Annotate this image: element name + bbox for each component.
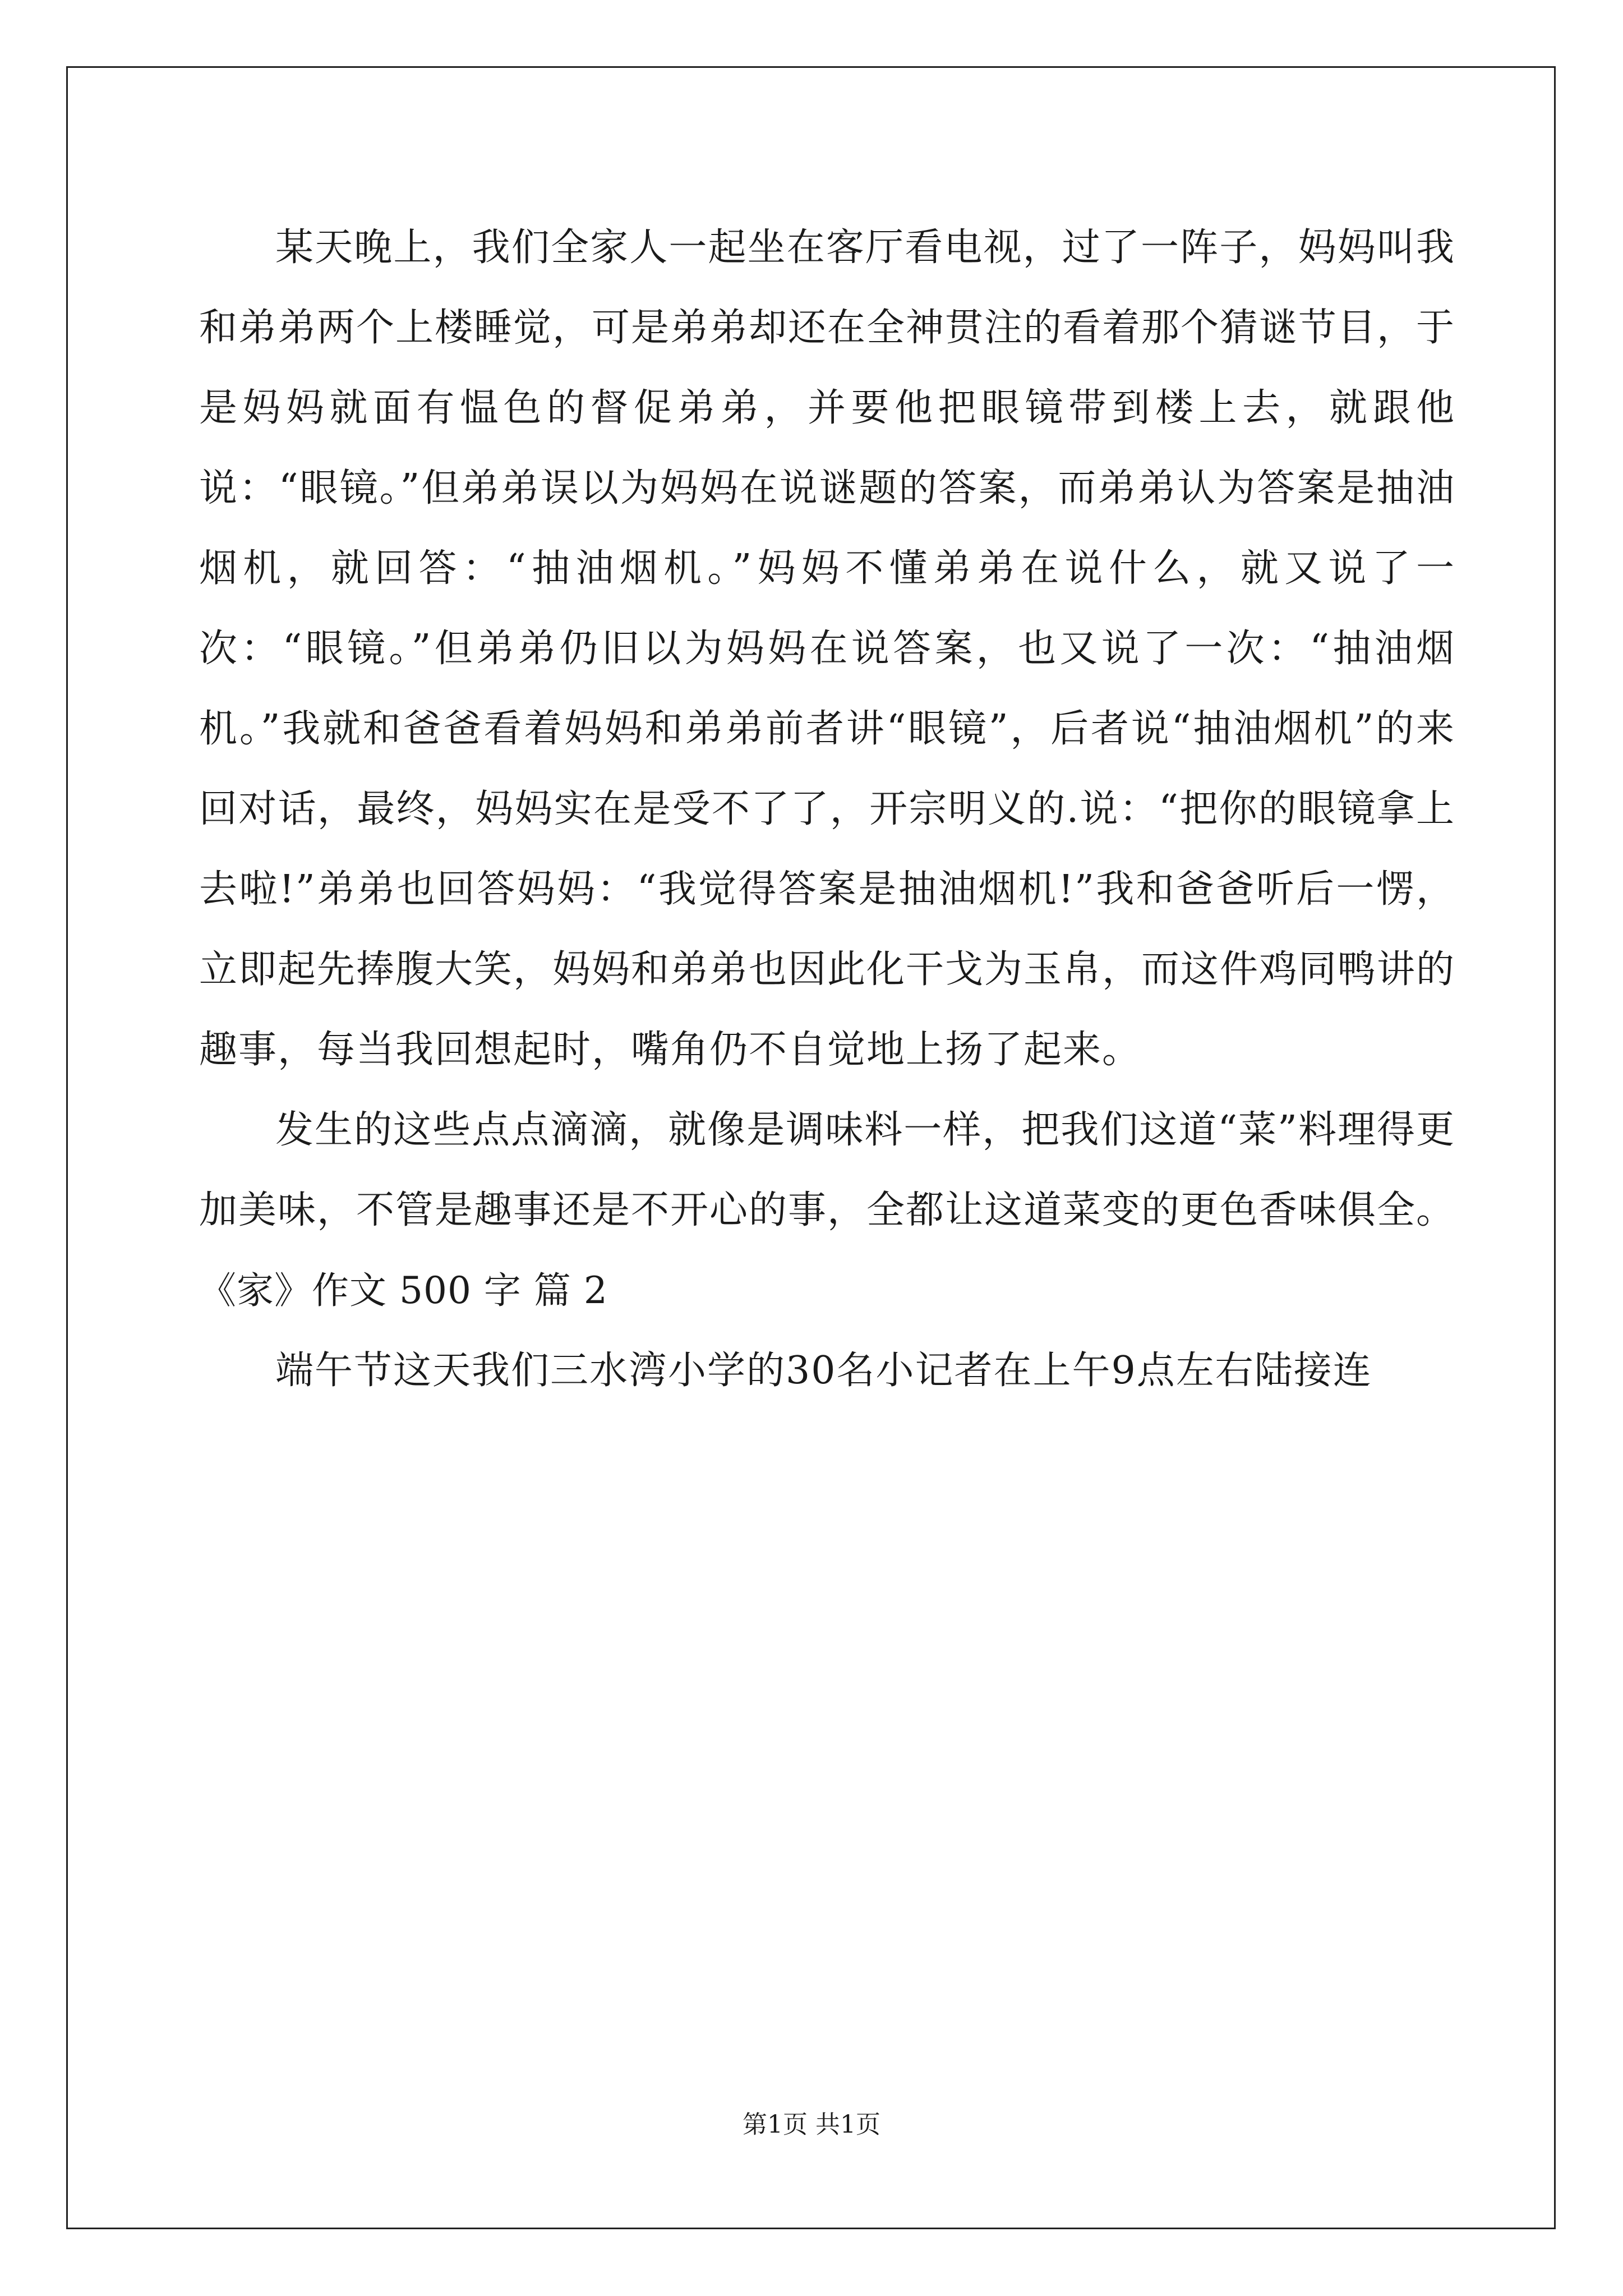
page-footer: 第1页 共1页 (743, 2110, 880, 2139)
paragraph-3: 端午节这天我们三水湾小学的30名小记者在上午9点左右陆接连 (275, 1349, 1372, 1393)
document-body (199, 208, 1455, 1411)
paragraph-1: 某天晚上，我们全家人一起坐在客厅看电视，过了一阵子，妈妈叫我和弟弟两个上楼睡觉，可是弟弟却还在全神贯注的看着那个猜谜节目，于是妈妈就面有愠色的督促弟弟，并要他把眼镜带到楼上去，就跟他说：“眼镜。”但弟弟误以为妈妈在说谜题的答案，而弟弟认为答案是抽油烟机，就回答：“抽油烟机。”妈妈不懂弟弟在说什么，就又说了一次：“眼镜。”但弟弟仍旧以为妈妈在说答案，也又说了一次：“抽油烟机。”我就和爸爸看着妈妈和弟弟前者讲“眼镜”，后者说“抽油烟机”的来回对话，最终，妈妈实在是受不了了，开宗明义的.说：“把你的眼镜拿上去啦!”弟弟也回答妈妈：“我觉得答案是抽油烟机!”我和爸爸听后一愣，立即起先捧腹大笑，妈妈和弟弟也因此化干戈为玉帛，而这件鸡同鸭讲的趣事，每当我回想起时，嘴角仍不自觉地上扬了起来。 (199, 226, 1456, 1072)
paragraph-2: 发生的这些点点滴滴，就像是调味料一样，把我们这道“菜”料理得更加美味，不管是趣事还是不开心的事，全都让这道菜变的更色香味俱全。 (199, 1108, 1456, 1232)
section-heading: 《家》作文 500 字 篇 2 (199, 1269, 608, 1312)
